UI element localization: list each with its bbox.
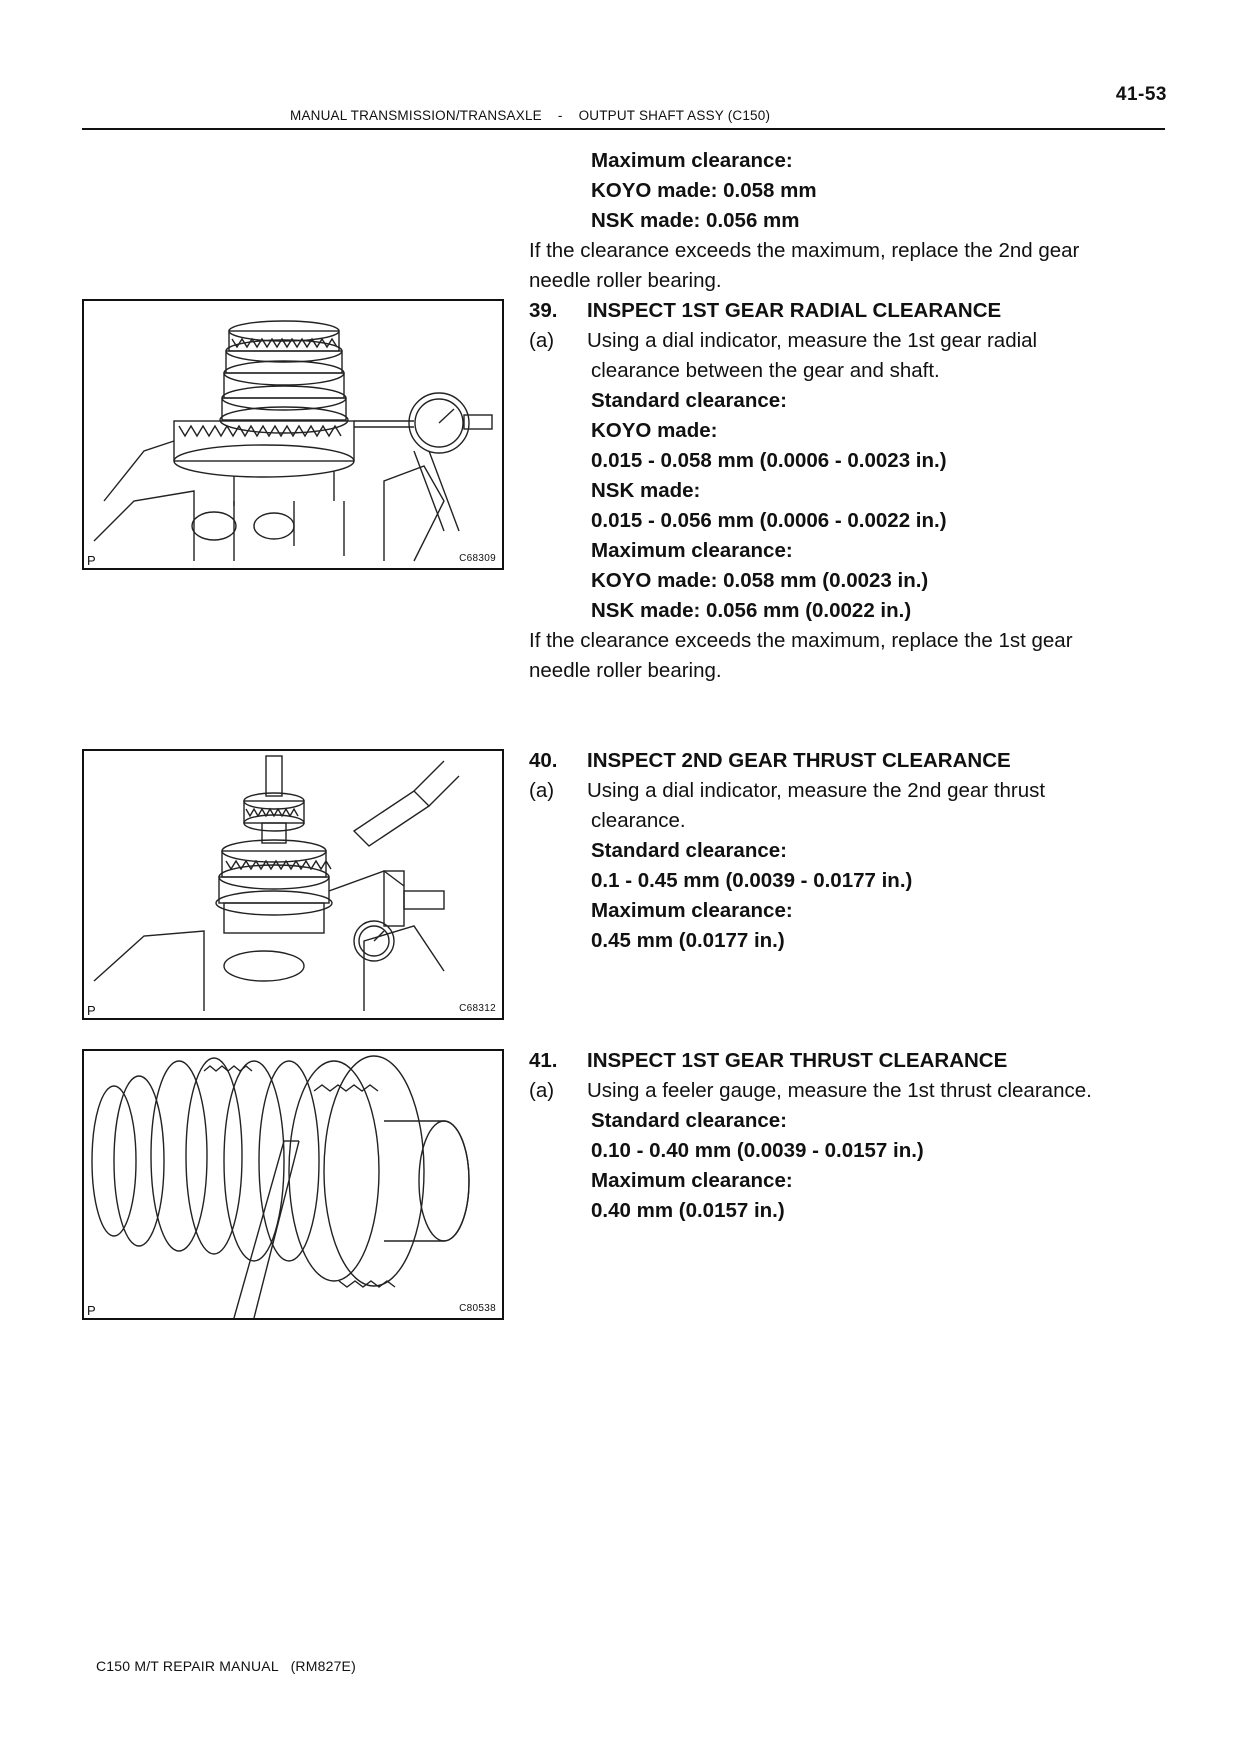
step-39-koyo-label: KOYO made:	[591, 419, 718, 442]
step-41-std-label: Standard clearance:	[591, 1109, 787, 1132]
step-40-sub-label: (a)	[529, 779, 555, 802]
step-39-heading	[529, 296, 1169, 326]
figure-dial-indicator-thrust	[82, 749, 504, 1020]
step-40-number: 40.	[529, 749, 558, 772]
figure-3-letter: P	[87, 1303, 96, 1318]
step-41-max-label: Maximum clearance:	[591, 1169, 793, 1192]
figure-feeler-gauge	[82, 1049, 504, 1320]
step-39-sub-line1: Using a dial indicator, measure the 1st gear radial	[587, 329, 1038, 352]
step-39-title: INSPECT 1ST GEAR RADIAL CLEARANCE	[587, 299, 1002, 322]
step-39-nsk-label: NSK made:	[591, 479, 701, 502]
header-separator: -	[557, 108, 563, 123]
gear-thrust-illustration	[84, 751, 502, 1018]
top-nsk-value: NSK made: 0.056 mm	[591, 209, 800, 232]
figure-2-code: C68312	[459, 1003, 496, 1014]
step-41-title: INSPECT 1ST GEAR THRUST CLEARANCE	[587, 1049, 1008, 1072]
header-rule	[82, 128, 1165, 130]
gear-assembly-illustration	[84, 301, 502, 568]
step-39-note-line1: If the clearance exceeds the maximum, replace the 1st gear	[529, 629, 1073, 652]
step-40-heading	[529, 746, 1169, 776]
step-39-nsk-value: 0.015 - 0.056 mm (0.0006 - 0.0022 in.)	[591, 509, 947, 532]
figure-1-code: C68309	[459, 553, 496, 564]
step-40-max-label: Maximum clearance:	[591, 899, 793, 922]
step-39-std-label: Standard clearance:	[591, 389, 787, 412]
step-39-max-nsk: NSK made: 0.056 mm (0.0022 in.)	[591, 599, 912, 622]
figure-dial-indicator-radial	[82, 299, 504, 570]
step-41-max-value: 0.40 mm (0.0157 in.)	[591, 1199, 785, 1222]
step-41-sub-label: (a)	[529, 1079, 555, 1102]
step-41-std-value: 0.10 - 0.40 mm (0.0039 - 0.0157 in.)	[591, 1139, 924, 1162]
top-koyo-value: KOYO made: 0.058 mm	[591, 179, 817, 202]
step-39-sub-label: (a)	[529, 329, 555, 352]
top-note-line2: needle roller bearing.	[529, 269, 722, 292]
step-40-std-value: 0.1 - 0.45 mm (0.0039 - 0.0177 in.)	[591, 869, 913, 892]
footer-manual-id: C150 M/T REPAIR MANUAL (RM827E)	[96, 1658, 356, 1674]
figure-2-letter: P	[87, 1003, 96, 1018]
step-39-sub-line2: clearance between the gear and shaft.	[591, 359, 940, 382]
step-39-substep	[529, 326, 1169, 356]
top-max-label: Maximum clearance:	[591, 149, 793, 172]
step-39-max-label: Maximum clearance:	[591, 539, 793, 562]
step-41-sub-line1: Using a feeler gauge, measure the 1st thrust clearance.	[587, 1079, 1092, 1102]
gear-feeler-illustration	[84, 1051, 502, 1318]
figure-3-code: C80538	[459, 1303, 496, 1314]
header-subsection: OUTPUT SHAFT ASSY (C150)	[578, 108, 771, 123]
step-39-koyo-value: 0.015 - 0.058 mm (0.0006 - 0.0023 in.)	[591, 449, 947, 472]
top-note-line1: If the clearance exceeds the maximum, replace the 2nd gear	[529, 239, 1080, 262]
page-number: 41-53	[1115, 84, 1167, 105]
running-header	[290, 108, 770, 123]
step-41-number: 41.	[529, 1049, 558, 1072]
step-40-max-value: 0.45 mm (0.0177 in.)	[591, 929, 785, 952]
step-40-sub-line1: Using a dial indicator, measure the 2nd gear thrust	[587, 779, 1046, 802]
step-39-max-koyo: KOYO made: 0.058 mm (0.0023 in.)	[591, 569, 929, 592]
step-40-substep	[529, 776, 1169, 806]
step-39-number: 39.	[529, 299, 558, 322]
figure-1-letter: P	[87, 553, 96, 568]
step-40-std-label: Standard clearance:	[591, 839, 787, 862]
step-40-title: INSPECT 2ND GEAR THRUST CLEARANCE	[587, 749, 1011, 772]
step-41-heading	[529, 1046, 1169, 1076]
step-41-substep	[529, 1076, 1169, 1106]
header-section: MANUAL TRANSMISSION/TRANSAXLE	[290, 108, 542, 123]
step-39-note-line2: needle roller bearing.	[529, 659, 722, 682]
step-40-sub-line2: clearance.	[591, 809, 686, 832]
